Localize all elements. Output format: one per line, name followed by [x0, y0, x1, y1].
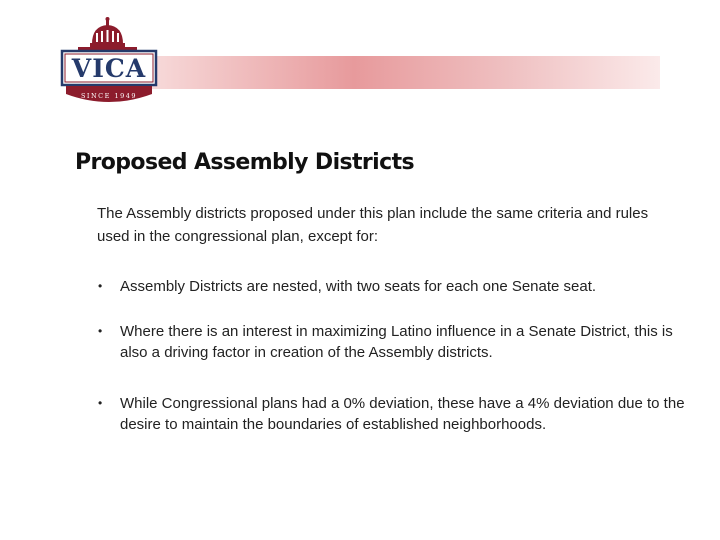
logo-wordmark: VICA: [71, 54, 147, 83]
bullet-dot-icon: •: [98, 396, 103, 410]
bullet-text: Assembly Districts are nested, with two seats for each one Senate seat.: [120, 278, 597, 295]
list-item: [97, 393, 687, 435]
logo-since-text: SINCE 1949: [80, 92, 138, 100]
slide-title: Proposed Assembly Districts: [75, 150, 414, 175]
list-item: [97, 276, 687, 297]
bullet-dot-icon: •: [98, 324, 103, 338]
bullet-list: [97, 276, 687, 435]
bullet-text: Where there is an interest in maximizing Latino influence in a Senate District, this is also a driving factor in creation of the Assembly districts.: [120, 323, 673, 361]
bullet-dot-icon: •: [98, 279, 103, 293]
header-gradient-band: [150, 56, 660, 89]
list-item: [97, 321, 687, 363]
vica-logo: [58, 16, 160, 108]
intro-paragraph: The Assembly districts proposed under this plan include the same criteria and rules used in the congressional plan, except for:: [97, 205, 649, 245]
bullet-text: While Congressional plans had a 0% deviation, these have a 4% deviation due to the desire to maintain the boundaries of established neighborhoods.: [120, 395, 685, 433]
capitol-dome-icon: [78, 17, 137, 50]
